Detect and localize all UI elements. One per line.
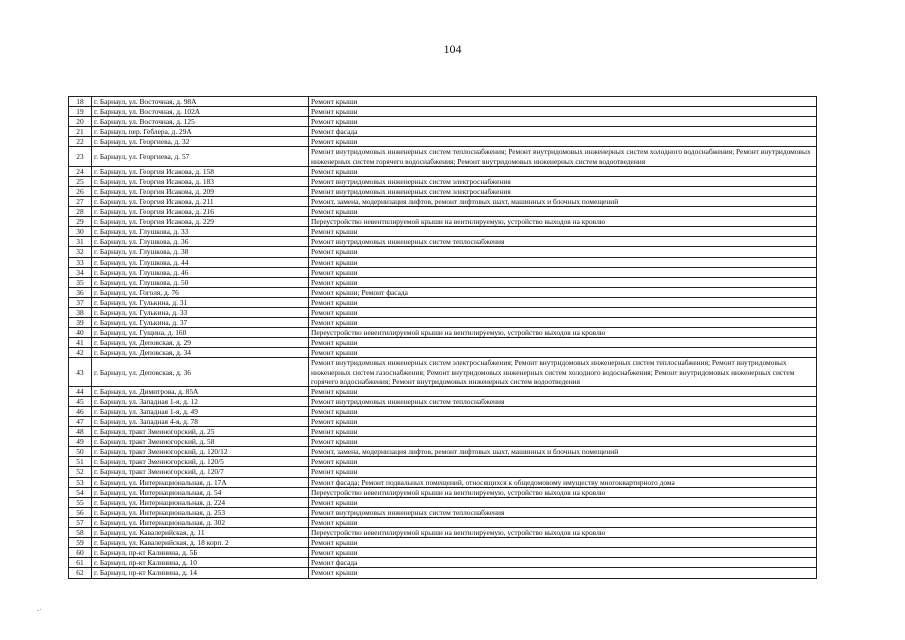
- table-row: [69, 237, 817, 247]
- address-cell: г. Барнаул, тракт Змеиногорский, д. 58: [92, 437, 309, 447]
- work-type-cell: Ремонт крыши: [309, 307, 817, 317]
- row-number-cell: 44: [69, 386, 92, 396]
- table-row: [69, 328, 817, 338]
- table-row: [69, 207, 817, 217]
- work-type-cell: Ремонт крыши: [309, 166, 817, 176]
- table-row: [69, 447, 817, 457]
- table-row: [69, 97, 817, 107]
- table-row: [69, 277, 817, 287]
- work-type-cell: Ремонт внутридомовых инженерных систем теплоснабжения: [309, 396, 817, 406]
- table-row: [69, 417, 817, 427]
- row-number-cell: 20: [69, 117, 92, 127]
- work-type-cell: Ремонт крыши: [309, 427, 817, 437]
- address-cell: г. Барнаул, тракт Змеиногорский, д. 120/5: [92, 457, 309, 467]
- work-type-cell: Ремонт, замена, модернизация лифтов, ремонт лифтовых шахт, машинных и блочных помещений: [309, 196, 817, 206]
- table-row: [69, 287, 817, 297]
- table-row: [69, 257, 817, 267]
- row-number-cell: 37: [69, 297, 92, 307]
- table-row: [69, 338, 817, 348]
- table-row: [69, 227, 817, 237]
- work-type-cell: Ремонт внутридомовых инженерных систем электроснабжения: [309, 186, 817, 196]
- address-cell: г. Барнаул, ул. Георгия Исакова, д. 209: [92, 186, 309, 196]
- address-cell: г. Барнаул, тракт Змеиногорский, д. 120/7: [92, 467, 309, 477]
- row-number-cell: 50: [69, 447, 92, 457]
- table-row: [69, 247, 817, 257]
- table-row: [69, 528, 817, 538]
- work-type-cell: Ремонт крыши: [309, 348, 817, 358]
- work-type-cell: Переустройство невентилируемой крыши на вентилируемую, устройство выходов на кровлю: [309, 528, 817, 538]
- work-type-cell: Ремонт внутридомовых инженерных систем теплоснабжения: [309, 507, 817, 517]
- row-number-cell: 48: [69, 427, 92, 437]
- row-number-cell: 61: [69, 558, 92, 568]
- table-row: [69, 477, 817, 487]
- table-row: [69, 186, 817, 196]
- address-cell: г. Барнаул, ул. Гулькина, д. 31: [92, 297, 309, 307]
- row-number-cell: 38: [69, 307, 92, 317]
- repair-works-table: [68, 96, 817, 579]
- address-cell: г. Барнаул, ул. Глушкова, д. 38: [92, 247, 309, 257]
- table-row: [69, 457, 817, 467]
- address-cell: г. Барнаул, пр-кт Калинина, д. 10: [92, 558, 309, 568]
- table-row: [69, 297, 817, 307]
- work-type-cell: Ремонт крыши: [309, 318, 817, 328]
- row-number-cell: 24: [69, 166, 92, 176]
- address-cell: г. Барнаул, ул. Деповская, д. 34: [92, 348, 309, 358]
- work-type-cell: Ремонт крыши: [309, 417, 817, 427]
- table-row: [69, 548, 817, 558]
- work-type-cell: Ремонт крыши; Ремонт фасада: [309, 287, 817, 297]
- table-row: [69, 318, 817, 328]
- table-row: [69, 137, 817, 147]
- row-number-cell: 53: [69, 477, 92, 487]
- work-type-cell: Ремонт крыши: [309, 107, 817, 117]
- address-cell: г. Барнаул, ул. Глушкова, д. 50: [92, 277, 309, 287]
- work-type-cell: Ремонт крыши: [309, 517, 817, 527]
- address-cell: г. Барнаул, ул. Георгия Исакова, д. 216: [92, 207, 309, 217]
- row-number-cell: 40: [69, 328, 92, 338]
- work-type-cell: Ремонт крыши: [309, 257, 817, 267]
- work-type-cell: Ремонт крыши: [309, 568, 817, 578]
- scan-mark: -·: [37, 606, 42, 614]
- table-row: [69, 127, 817, 137]
- address-cell: г. Барнаул, ул. Георгия Исакова, д. 183: [92, 176, 309, 186]
- table-row: [69, 217, 817, 227]
- table-body: [69, 97, 817, 579]
- row-number-cell: 55: [69, 497, 92, 507]
- row-number-cell: 23: [69, 147, 92, 166]
- row-number-cell: 25: [69, 176, 92, 186]
- row-number-cell: 30: [69, 227, 92, 237]
- table-row: [69, 406, 817, 416]
- work-type-cell: Ремонт, замена, модернизация лифтов, ремонт лифтовых шахт, машинных и блочных помещений: [309, 447, 817, 457]
- address-cell: г. Барнаул, ул. Димитрова, д. 85А: [92, 386, 309, 396]
- table-row: [69, 386, 817, 396]
- table-row: [69, 437, 817, 447]
- work-type-cell: Ремонт крыши: [309, 227, 817, 237]
- row-number-cell: 41: [69, 338, 92, 348]
- work-type-cell: Ремонт внутридомовых инженерных систем теплоснабжения: [309, 237, 817, 247]
- row-number-cell: 18: [69, 97, 92, 107]
- table-row: [69, 507, 817, 517]
- table-row: [69, 467, 817, 477]
- work-type-cell: Переустройство невентилируемой крыши на вентилируемую, устройство выходов на кровлю: [309, 487, 817, 497]
- work-type-cell: Ремонт крыши: [309, 386, 817, 396]
- address-cell: г. Барнаул, тракт Змеиногорский, д. 120/12: [92, 447, 309, 457]
- address-cell: г. Барнаул, пр-кт Калинина, д. 14: [92, 568, 309, 578]
- address-cell: г. Барнаул, ул. Западная 4-я, д. 78: [92, 417, 309, 427]
- row-number-cell: 39: [69, 318, 92, 328]
- work-type-cell: Ремонт крыши: [309, 548, 817, 558]
- address-cell: г. Барнаул, ул. Восточная, д. 102А: [92, 107, 309, 117]
- table-row: [69, 396, 817, 406]
- row-number-cell: 35: [69, 277, 92, 287]
- work-type-cell: Ремонт крыши: [309, 207, 817, 217]
- address-cell: г. Барнаул, тракт Змеиногорский, д. 25: [92, 427, 309, 437]
- work-type-cell: Ремонт крыши: [309, 277, 817, 287]
- work-type-cell: Ремонт крыши: [309, 457, 817, 467]
- address-cell: г. Барнаул, ул. Георгиева, д. 57: [92, 147, 309, 166]
- table-row: [69, 348, 817, 358]
- work-type-cell: Ремонт крыши: [309, 97, 817, 107]
- work-type-cell: Ремонт крыши: [309, 247, 817, 257]
- work-type-cell: Ремонт крыши: [309, 267, 817, 277]
- row-number-cell: 32: [69, 247, 92, 257]
- work-type-cell: Ремонт фасада: [309, 558, 817, 568]
- address-cell: г. Барнаул, ул. Интернациональная, д. 224: [92, 497, 309, 507]
- work-type-cell: Ремонт крыши: [309, 297, 817, 307]
- row-number-cell: 31: [69, 237, 92, 247]
- table-row: [69, 307, 817, 317]
- address-cell: г. Барнаул, ул. Кавалерийская, д. 11: [92, 528, 309, 538]
- row-number-cell: 21: [69, 127, 92, 137]
- address-cell: г. Барнаул, ул. Гулькина, д. 37: [92, 318, 309, 328]
- address-cell: г. Барнаул, пр-кт Калинина, д. 5Б: [92, 548, 309, 558]
- address-cell: г. Барнаул, ул. Гулькина, д. 33: [92, 307, 309, 317]
- table-row: [69, 117, 817, 127]
- address-cell: г. Барнаул, ул. Георгия Исакова, д. 158: [92, 166, 309, 176]
- address-cell: г. Барнаул, ул. Деповская, д. 29: [92, 338, 309, 348]
- work-type-cell: Ремонт крыши: [309, 467, 817, 477]
- row-number-cell: 28: [69, 207, 92, 217]
- address-cell: г. Барнаул, ул. Георгия Исакова, д. 229: [92, 217, 309, 227]
- row-number-cell: 43: [69, 358, 92, 386]
- address-cell: г. Барнаул, ул. Западная 1-я, д. 12: [92, 396, 309, 406]
- row-number-cell: 19: [69, 107, 92, 117]
- table-row: [69, 196, 817, 206]
- row-number-cell: 56: [69, 507, 92, 517]
- address-cell: г. Барнаул, ул. Восточная, д. 125: [92, 117, 309, 127]
- address-cell: г. Барнаул, ул. Западная 1-я, д. 49: [92, 406, 309, 416]
- address-cell: г. Барнаул, ул. Глушкова, д. 44: [92, 257, 309, 267]
- work-type-cell: Ремонт фасада; Ремонт подвальных помещений, относящихся к общедомовому имуществу многоквартирного дома: [309, 477, 817, 487]
- address-cell: г. Барнаул, ул. Восточная, д. 98А: [92, 97, 309, 107]
- work-type-cell: Ремонт внутридомовых инженерных систем электроснабжения; Ремонт внутридомовых инженерных систем теплоснабжения; Ремонт внутридомовых инженерных систем газоснабжения; Ремонт внутридомовых инженерных систем холодного водоснабжения; Ремонт внутридомовых инженерных систем горячего водоснабжения; Ремонт внутридомовых инженерных систем водоотведения: [309, 358, 817, 386]
- table-row: [69, 497, 817, 507]
- address-cell: г. Барнаул, ул. Интернациональная, д. 17А: [92, 477, 309, 487]
- table-row: [69, 568, 817, 578]
- table-row: [69, 558, 817, 568]
- work-type-cell: Ремонт внутридомовых инженерных систем теплоснабжения; Ремонт внутридомовых инженерных систем холодного водоснабжения; Ремонт внутридомовых инженерных систем горячего водоснабжения; Ремонт внутридомовых инженерных систем водоотведения: [309, 147, 817, 166]
- work-type-cell: Ремонт крыши: [309, 117, 817, 127]
- row-number-cell: 26: [69, 186, 92, 196]
- address-cell: г. Барнаул, ул. Глушкова, д. 46: [92, 267, 309, 277]
- row-number-cell: 49: [69, 437, 92, 447]
- row-number-cell: 57: [69, 517, 92, 527]
- work-type-cell: Ремонт фасада: [309, 127, 817, 137]
- row-number-cell: 42: [69, 348, 92, 358]
- row-number-cell: 60: [69, 548, 92, 558]
- address-cell: г. Барнаул, ул. Кавалерийская, д. 18 корп. 2: [92, 538, 309, 548]
- row-number-cell: 27: [69, 196, 92, 206]
- page-number: 104: [443, 42, 462, 56]
- row-number-cell: 62: [69, 568, 92, 578]
- row-number-cell: 34: [69, 267, 92, 277]
- address-cell: г. Барнаул, ул. Интернациональная, д. 253: [92, 507, 309, 517]
- address-cell: г. Барнаул, ул. Интернациональная, д. 54: [92, 487, 309, 497]
- address-cell: г. Барнаул, ул. Деповская, д. 36: [92, 358, 309, 386]
- row-number-cell: 45: [69, 396, 92, 406]
- table-row: [69, 267, 817, 277]
- row-number-cell: 22: [69, 137, 92, 147]
- work-type-cell: Ремонт крыши: [309, 497, 817, 507]
- row-number-cell: 47: [69, 417, 92, 427]
- work-type-cell: Переустройство невентилируемой крыши на вентилируемую, устройство выходов на кровлю: [309, 217, 817, 227]
- address-cell: г. Барнаул, ул. Интернациональная, д. 302: [92, 517, 309, 527]
- row-number-cell: 46: [69, 406, 92, 416]
- table-row: [69, 166, 817, 176]
- address-cell: г. Барнаул, ул. Гоголя, д. 76: [92, 287, 309, 297]
- address-cell: г. Барнаул, ул. Георгия Исакова, д. 211: [92, 196, 309, 206]
- work-type-cell: Ремонт крыши: [309, 437, 817, 447]
- row-number-cell: 52: [69, 467, 92, 477]
- table-row: [69, 176, 817, 186]
- row-number-cell: 29: [69, 217, 92, 227]
- address-cell: г. Барнаул, ул. Гущина, д. 160: [92, 328, 309, 338]
- table-row: [69, 487, 817, 497]
- row-number-cell: 58: [69, 528, 92, 538]
- address-cell: г. Барнаул, ул. Глушкова, д. 36: [92, 237, 309, 247]
- row-number-cell: 54: [69, 487, 92, 497]
- work-type-cell: Ремонт крыши: [309, 538, 817, 548]
- work-type-cell: Ремонт крыши: [309, 338, 817, 348]
- row-number-cell: 51: [69, 457, 92, 467]
- table-row: [69, 147, 817, 166]
- address-cell: г. Барнаул, пер. Геблера, д. 29А: [92, 127, 309, 137]
- address-cell: г. Барнаул, ул. Георгиева, д. 32: [92, 137, 309, 147]
- table-row: [69, 517, 817, 527]
- work-type-cell: Ремонт крыши: [309, 406, 817, 416]
- table-row: [69, 358, 817, 386]
- table-row: [69, 107, 817, 117]
- row-number-cell: 33: [69, 257, 92, 267]
- row-number-cell: 59: [69, 538, 92, 548]
- row-number-cell: 36: [69, 287, 92, 297]
- work-type-cell: Ремонт крыши: [309, 137, 817, 147]
- work-type-cell: Переустройство невентилируемой крыши на вентилируемую, устройство выходов на кровлю: [309, 328, 817, 338]
- table-row: [69, 538, 817, 548]
- table-row: [69, 427, 817, 437]
- address-cell: г. Барнаул, ул. Глушкова, д. 33: [92, 227, 309, 237]
- work-type-cell: Ремонт внутридомовых инженерных систем электроснабжения: [309, 176, 817, 186]
